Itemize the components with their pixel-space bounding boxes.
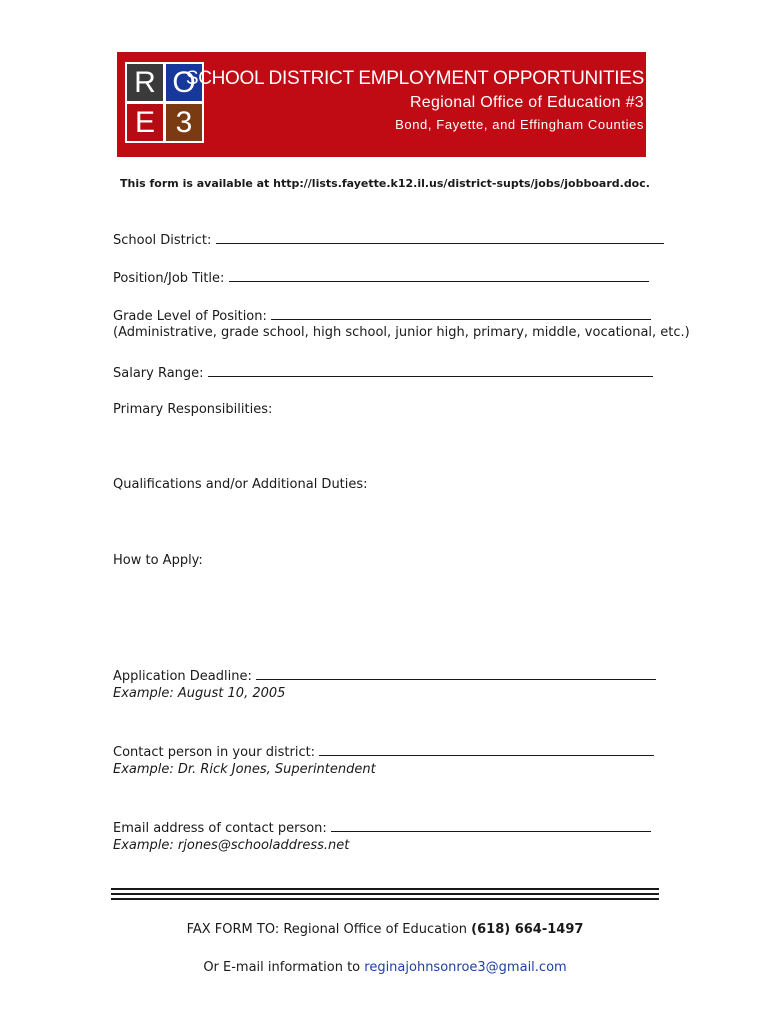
logo-tile-r: R [127,64,163,101]
grade-level-input-line[interactable] [271,307,651,320]
qualifications-label: Qualifications and/or Additional Duties: [113,477,368,492]
school-district-label: School District: [113,233,212,248]
application-deadline-input-line[interactable] [256,667,656,680]
deadline-example: Example: August 10, 2005 [113,686,286,701]
contact-email-input-line[interactable] [331,819,651,832]
fax-number: (618) 664-1497 [471,922,584,937]
fax-text: FAX FORM TO: Regional Office of Education [186,922,472,937]
email-link[interactable]: reginajohnsonroe3@gmail.com [364,960,567,975]
banner-subtitle: Regional Office of Education #3 [409,94,644,111]
email-text: Or E-mail information to [203,960,365,975]
position-title-field [113,269,649,287]
contact-email-field [113,819,651,837]
how-to-apply-label: How to Apply: [113,553,203,568]
header-banner [117,52,646,157]
contact-person-field [113,743,654,761]
grade-level-field [113,307,651,325]
contact-person-label: Contact person in your district: [113,745,316,760]
school-district-input-line[interactable] [216,231,664,244]
email-instructions [0,960,770,975]
school-district-field [113,231,664,249]
grade-level-label: Grade Level of Position: [113,309,267,324]
contact-person-input-line[interactable] [319,743,654,756]
position-title-label: Position/Job Title: [113,271,225,286]
grade-level-note: (Administrative, grade school, high school, junior high, primary, middle, vocational, etc.) [113,325,690,340]
email-example: Example: rjones@schooladdress.net [113,838,350,853]
application-deadline-label: Application Deadline: [113,669,252,684]
application-deadline-field [113,667,656,685]
salary-range-label: Salary Range: [113,366,204,381]
banner-title: SCHOOL DISTRICT EMPLOYMENT OPPORTUNITIES [185,68,644,89]
primary-responsibilities-label: Primary Responsibilities: [113,402,273,417]
logo-tile-o: O [166,64,202,101]
contact-example: Example: Dr. Rick Jones, Superintendent [113,762,376,777]
fax-instructions [0,922,770,937]
logo-tile-3: 3 [166,104,202,141]
footer-divider [111,888,659,900]
banner-counties: Bond, Fayette, and Effingham Counties [395,117,644,132]
availability-note: This form is available at http://lists.fayette.k12.il.us/district-supts/jobs/jobboard.doc. [120,177,650,190]
position-title-input-line[interactable] [229,269,649,282]
salary-range-field [113,364,653,382]
contact-email-label: Email address of contact person: [113,821,327,836]
salary-range-input-line[interactable] [208,364,653,377]
logo-tile-e: E [127,104,163,141]
